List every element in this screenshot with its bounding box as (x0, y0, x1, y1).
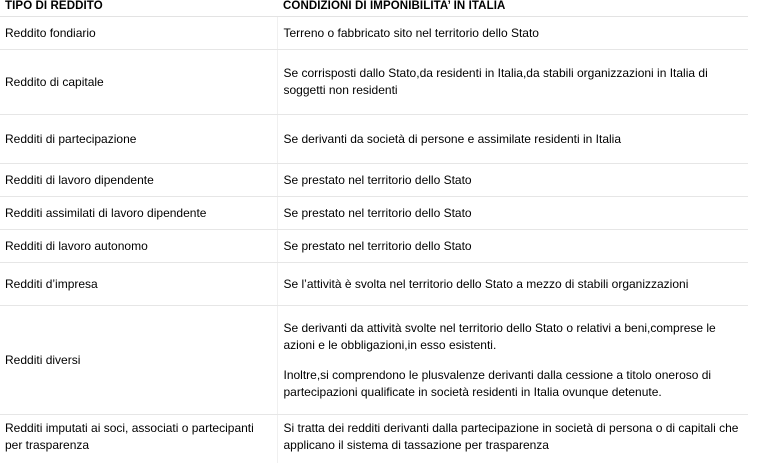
row-condition-cell (277, 306, 748, 415)
row-condition-cell (277, 115, 748, 164)
column-header-condizioni-di-imponibilita: CONDIZIONI DI IMPONIBILITA’ IN ITALIA (277, 0, 748, 17)
table-row (0, 415, 748, 463)
row-condition-cell (277, 50, 748, 115)
row-condition-cell (277, 263, 748, 306)
condition-paragraph: Se derivanti da società di persone e assimilate residenti in Italia (284, 131, 741, 148)
table-header-row (0, 0, 748, 17)
row-condition-cell (277, 164, 748, 197)
condition-paragraph: Se prestato nel territorio dello Stato (284, 172, 741, 189)
table-row (0, 263, 748, 306)
row-condition-cell (277, 230, 748, 263)
row-type-label: Redditi di lavoro dipendente (0, 164, 277, 197)
row-type-label: Redditi di lavoro autonomo (0, 230, 277, 263)
row-condition-cell (277, 415, 748, 463)
row-type-label: Redditi di partecipazione (0, 115, 277, 164)
condition-paragraph: Si tratta dei redditi derivanti dalla partecipazione in società di persona o di capitali che applicano il sistema di tassazione per trasparenza (284, 420, 741, 454)
table-row (0, 17, 748, 50)
condition-paragraph: Se prestato nel territorio dello Stato (284, 238, 741, 255)
row-type-label: Redditi diversi (0, 306, 277, 415)
row-type-label: Reddito fondiario (0, 17, 277, 50)
table-row (0, 164, 748, 197)
row-type-label: Redditi d’impresa (0, 263, 277, 306)
row-type-label: Reddito di capitale (0, 50, 277, 115)
row-type-label: Redditi assimilati di lavoro dipendente (0, 197, 277, 230)
table-row (0, 230, 748, 263)
condition-paragraph: Inoltre,si comprendono le plusvalenze derivanti dalla cessione a titolo oneroso di partecipazioni qualificate in società residenti in Italia ovunque detenute. (284, 367, 741, 401)
table-header (0, 0, 748, 17)
table-row (0, 50, 748, 115)
table-row (0, 306, 748, 415)
condition-paragraph: Terreno o fabbricato sito nel territorio dello Stato (284, 25, 741, 42)
table-row (0, 115, 748, 164)
condition-paragraph: Se corrisposti dallo Stato,da residenti in Italia,da stabili organizzazioni in Italia di soggetti non residenti (284, 65, 741, 99)
row-condition-cell (277, 17, 748, 50)
table-body (0, 17, 748, 463)
condition-paragraph: Se l’attività è svolta nel territorio dello Stato a mezzo di stabili organizzazioni (284, 276, 741, 293)
row-condition-cell (277, 197, 748, 230)
row-type-label: Redditi imputati ai soci, associati o partecipanti per trasparenza (0, 415, 277, 463)
condition-paragraph: Se derivanti da attività svolte nel territorio dello Stato o relativi a beni,comprese le azioni e le obbligazioni,in esso esistenti. (284, 320, 741, 354)
table-row (0, 197, 748, 230)
column-header-tipo-di-reddito: TIPO DI REDDITO (0, 0, 277, 17)
condition-paragraph: Se prestato nel territorio dello Stato (284, 205, 741, 222)
